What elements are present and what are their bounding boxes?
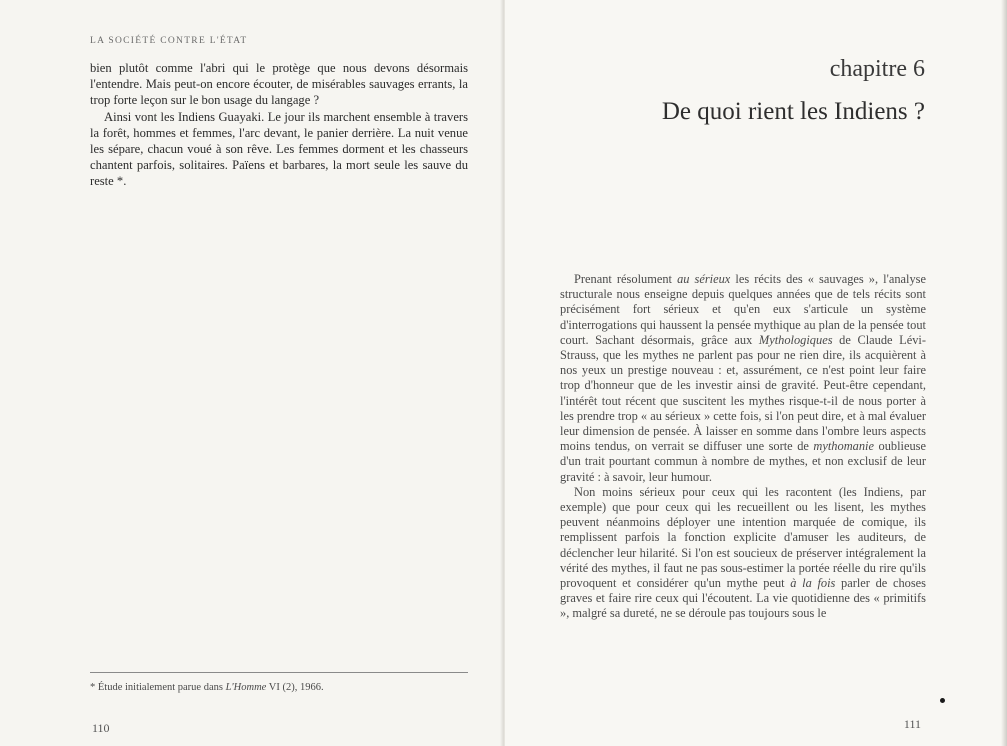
- page-number: 111: [903, 717, 921, 731]
- left-page: [0, 0, 503, 746]
- right-body-text: [560, 272, 926, 622]
- page-edge-shadow: [1001, 0, 1007, 746]
- footnote: [90, 672, 468, 693]
- left-body-text: [90, 60, 468, 190]
- italic-run: au sérieux: [677, 272, 731, 286]
- paragraph: [560, 272, 926, 485]
- text-run: de Claude Lévi-Strauss, que les mythes ne parlent pas pour ne rien dire, ils acquièrent à nos yeux un prestige nouveau : et, assurément, ce n'est point leur faire trop d'honneur que de les investir ainsi de gravité. Peut-être cependant, l'intérêt tout récent que suscitent les mythes risque-t-il de nous porter à les prendre trop « au sérieux » cette fois, si l'on peut dire, et à mal évaluer leur dimension de pensée. À laisser en somme dans l'ombre leurs aspects moins tendus, on verrait se diffuser une sorte de: [560, 332, 926, 454]
- chapter-title: De quoi rient les Indiens ?: [661, 98, 925, 125]
- text-run: oublieuse d'un trait pourtant commun à nombre de mythes, et non exclusif de leur gravité : à savoir, leur humour.: [560, 439, 926, 484]
- right-page: [505, 0, 1007, 746]
- page-number: 110: [92, 721, 110, 735]
- text-run: les récits des « sauvages », l'analyse structurale nous enseigne depuis quelques années que de tels récits sont précisément fort sérieux et qu'en eux s'articule un système d'interrogations qui haussent la pensée mythique au plan de la pensée tout court. Sachant désormais, grâce aux: [560, 272, 926, 347]
- footnote-text: Étude initialement parue dans: [97, 682, 226, 693]
- footnote-marker: *: [90, 682, 96, 693]
- text-run: parler de choses graves et faire rire ceux qui l'écoutent. La vie quotidienne des « primitifs », malgré sa dureté, ne se déroule pas toujours sous le: [560, 576, 926, 621]
- italic-run: Mythologiques: [758, 332, 833, 347]
- ink-dot: [940, 698, 945, 703]
- paragraph: bien plutôt comme l'abri qui le protège que nous devons désormais l'entendre. Mais peut-on encore écouter, de misérables sauvages errants, la trop forte leçon sur le bon usage du langage ?: [90, 61, 468, 108]
- footnote-journal: L'Homme: [225, 682, 267, 693]
- footnote-text-end: VI (2), 1966.: [266, 682, 324, 693]
- chapter-label: chapitre 6: [829, 56, 925, 82]
- paragraph: Ainsi vont les Indiens Guayaki. Le jour ils marchent ensemble à travers la forêt, hommes et femmes, l'arc devant, le panier derrière. La nuit venue les sépare, chacun voué à son rêve. Les femmes dorment et les chasseurs chantent parfois, solitaires. Païens et barbares, la mort seule les sauve du reste *.: [90, 109, 468, 189]
- running-head: LA SOCIÉTÉ CONTRE L'ÉTAT: [90, 36, 248, 46]
- italic-run: à la fois: [790, 576, 836, 591]
- text-run: Prenant résolument: [574, 272, 678, 286]
- text-run: Non moins sérieux pour ceux qui les racontent (les Indiens, par exemple) que pour ceux qui les recueillent ou les lisent, les mythes peuvent néanmoins déployer une intention marquée de comique, ils remplissent parfois la fonction explicite d'amuser les auditeurs, de déclencher leur hilarité. Si l'on est soucieux de préserver intégralement la vérité des mythes, il faut ne pas sous-estimer la portée réelle du rire qu'ils provoquent et considérer qu'un mythe peut: [560, 484, 926, 591]
- italic-run: mythomanie: [813, 439, 874, 454]
- paragraph: [560, 485, 926, 622]
